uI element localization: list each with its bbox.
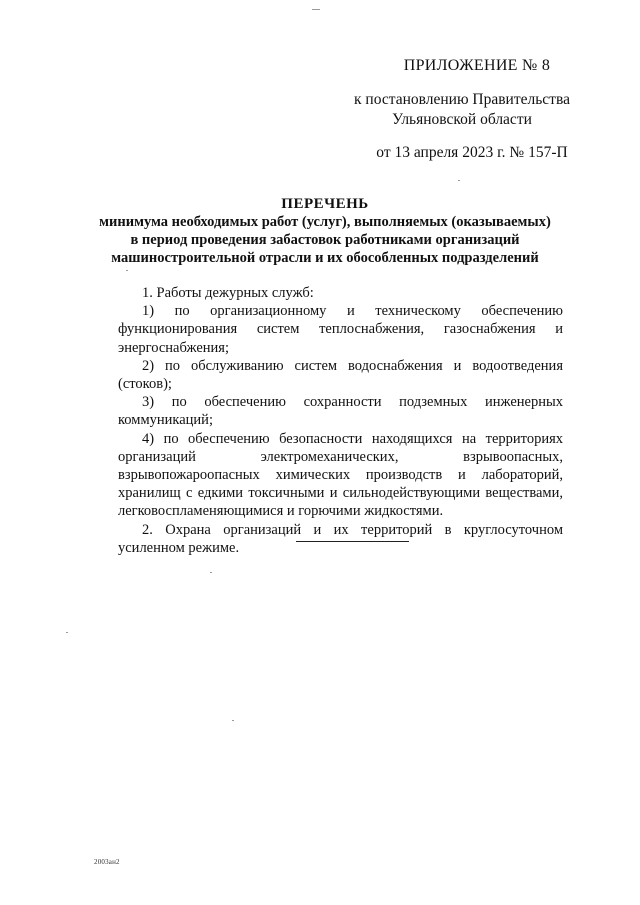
footer-code: 2003ан2 xyxy=(94,858,120,866)
scan-speck xyxy=(210,572,212,573)
scan-speck xyxy=(312,9,320,10)
appendix-date: от 13 апреля 2023 г. № 157-П xyxy=(376,144,568,161)
heading-title: ПЕРЕЧЕНЬ xyxy=(281,196,369,212)
appendix-decree-line1: к постановлению Правительства xyxy=(354,91,570,108)
document-heading xyxy=(90,195,560,267)
section2: 2. Охрана организаций и их территорий в круглосуточном усиленном режиме. xyxy=(118,521,563,556)
list-item: 3) по обеспечению сохранности подземных инженерных коммуникаций; xyxy=(118,394,563,429)
list-item: 2) по обслуживанию систем водоснабжения и водоотведения (стоков); xyxy=(118,357,563,393)
scan-speck xyxy=(232,720,234,721)
list-item: 4) по обеспечению безопасности находящихся на территориях организаций электромеханических, взрывоопасных, взрывопожароопасных химических производств и лабораторий, хранилищ с едкими токсичными и сильнодействующими веществами, легковоспламеняющимися и горючими жидкостями. xyxy=(118,430,563,520)
scan-speck xyxy=(126,270,128,271)
heading-line3: машиностроительной отрасли и их обособленных подразделений xyxy=(111,250,539,266)
appendix-title: ПРИЛОЖЕНИЕ № 8 xyxy=(403,57,551,74)
heading-line2: в период проведения забастовок работниками организаций xyxy=(130,232,520,248)
heading-line1: минимума необходимых работ (услуг), выполняемых (оказываемых) xyxy=(99,214,551,230)
closing-divider xyxy=(296,541,409,542)
appendix-decree xyxy=(342,90,582,130)
document-body xyxy=(118,284,563,557)
scan-speck xyxy=(66,632,68,633)
appendix-decree-line2: Ульяновской области xyxy=(392,111,532,128)
section1-title: 1. Работы дежурных служб: xyxy=(142,285,314,301)
list-item: 1) по организационному и техническому обеспечению функционирования систем теплоснабжения, газоснабжения и энергоснабжения; xyxy=(118,303,563,356)
scan-speck xyxy=(458,180,460,181)
